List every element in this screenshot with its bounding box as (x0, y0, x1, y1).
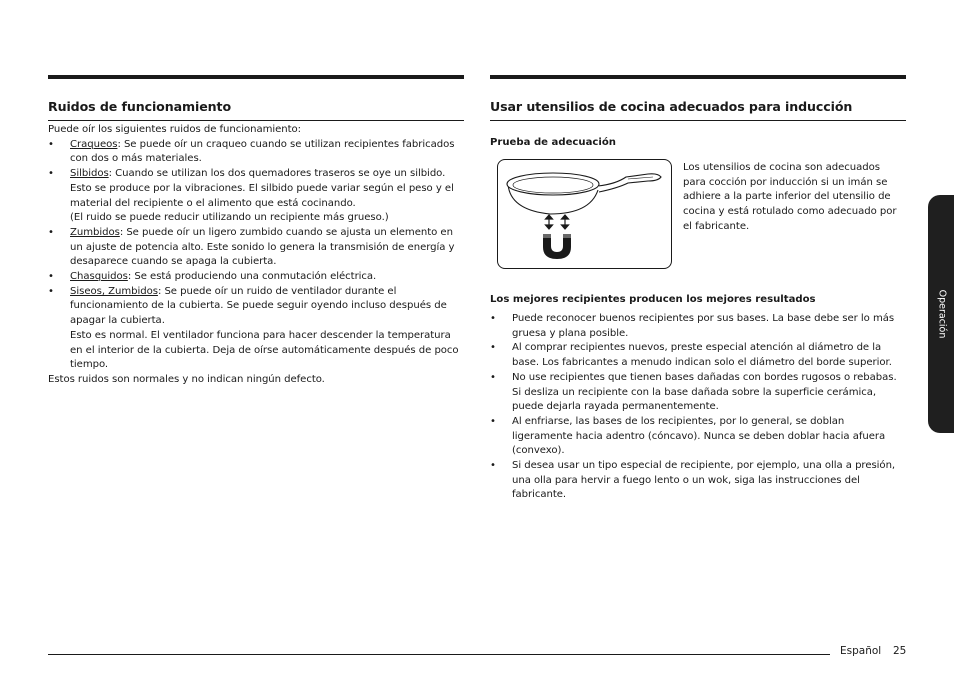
noise-section-body (48, 123, 466, 388)
noise-item (48, 285, 466, 373)
noise-item (48, 167, 466, 226)
section-side-tab (928, 195, 954, 433)
best-pans-item: • Al enfriarse, las bases de los recipientes, por lo general, se doblan ligeramente hacia adentro (cóncavo). Nunca se deben doblar hacia afuera (convexo). (490, 415, 904, 459)
left-top-bar (48, 75, 464, 79)
noise-item (48, 226, 466, 270)
footer-rule (48, 654, 830, 655)
noise-note: Esto es normal. El ventilador funciona para hacer descender la temperatura en el interior de la cubierta. Deja de oírse automáticamente después de poco tiempo. (70, 329, 459, 371)
noise-list (48, 138, 466, 373)
left-title-rule (48, 120, 464, 121)
footer-language: Español (840, 645, 882, 657)
noise-description: : Se puede oír un ruido de ventilador durante el funcionamiento de la cubierta. Se puede seguir oyendo incluso después de apagar la cubierta. (70, 285, 447, 327)
best-pans-list (490, 312, 904, 503)
noise-section-title: Ruidos de funcionamiento (48, 99, 231, 114)
best-pans-item: • Puede reconocer buenos recipientes por sus bases. La base debe ser lo más gruesa y plana posible. (490, 312, 904, 341)
best-pans-item: • Al comprar recipientes nuevos, preste especial atención al diámetro de la base. Los fabricantes a menudo indican solo el diámetro del borde superior. (490, 341, 904, 370)
noise-intro: Puede oír los siguientes ruidos de funcionamiento: (48, 124, 302, 135)
noise-description: : Se puede oír un ligero zumbido cuando se ajusta un elemento en un ajuste de potencia alto. Este sonido lo genera la transmisión de energía y desaparece cuando se apaga la cubierta. (70, 226, 455, 268)
best-pans-item: • No use recipientes que tienen bases dañadas con bordes rugosos o rebabas. Si desliza un recipiente con la base dañada sobre la superficie cerámica, puede dejarla rayada permanentemente. (490, 371, 904, 415)
suitability-test-heading: Prueba de adecuación (490, 137, 616, 148)
noise-note: (El ruido se puede reducir utilizando un recipiente más grueso.) (70, 212, 389, 224)
side-tab-label: Operación (936, 289, 948, 339)
noise-term: Craqueos (70, 138, 118, 150)
noise-item (48, 270, 466, 285)
best-pans-heading: Los mejores recipientes producen los mejores resultados (490, 294, 816, 305)
suitability-test-text: Los utensilios de cocina son adecuados para cocción por inducción si un imán se adhiere a la parte inferior del utensilio de cocina y está rotulado como adecuado por el fabricante. (683, 162, 897, 232)
noise-term: Chasquidos (70, 271, 128, 283)
double-arrow-icon (546, 215, 569, 229)
noise-description: : Se está produciendo una conmutación eléctrica. (127, 271, 377, 283)
page-number: 25 (893, 645, 907, 657)
frying-pan-icon (498, 160, 673, 270)
noise-description: : Cuando se utilizan los dos quemadores traseros se oye un silbido. Esto se produce por la vibraciones. El silbido puede variar según el peso y el material del recipiente o el alimento que está cocinando. (70, 168, 454, 209)
noise-term: Silbidos (70, 168, 109, 180)
right-top-bar (490, 75, 906, 79)
induction-section-title: Usar utensilios de cocina adecuados para inducción (490, 99, 853, 114)
noise-closing: Estos ruidos son normales y no indican ningún defecto. (48, 373, 325, 385)
frying-pan-magnet-illustration (497, 159, 672, 269)
noise-item (48, 138, 466, 167)
best-pans-item: • Si desea usar un tipo especial de recipiente, por ejemplo, una olla a presión, una olla para hervir a fuego lento o un wok, siga las instrucciones del fabricante. (490, 459, 904, 503)
noise-term: Siseos, Zumbidos (70, 285, 158, 297)
noise-description: : Se puede oír un craqueo cuando se utilizan recipientes fabricados con dos o más materiales. (70, 138, 455, 165)
right-title-rule (490, 120, 906, 121)
noise-term: Zumbidos (70, 226, 120, 238)
